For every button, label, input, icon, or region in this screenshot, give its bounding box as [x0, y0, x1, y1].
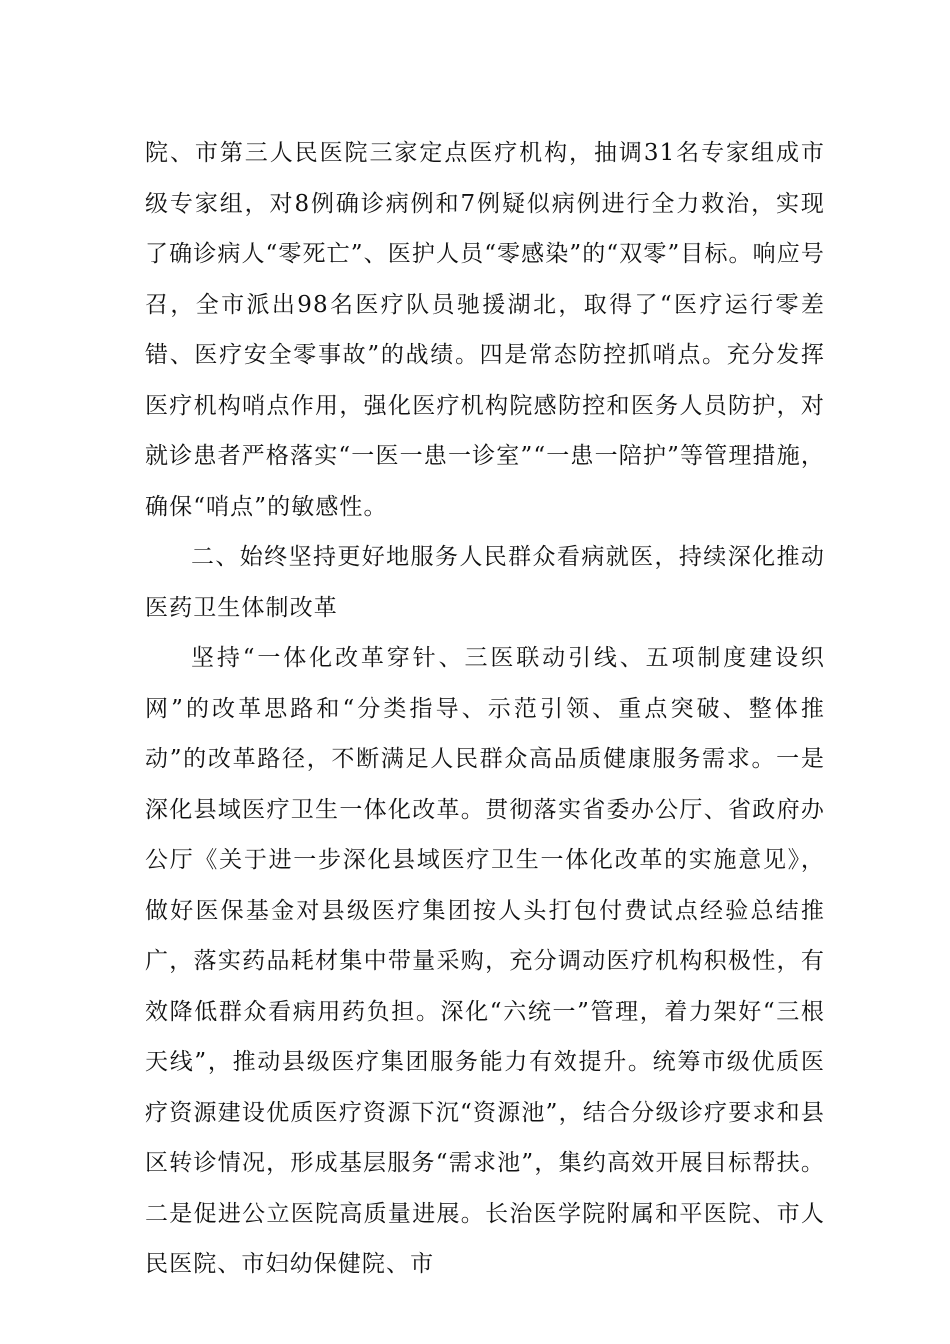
paragraph-reform-details: 坚持“一体化改革穿针、三医联动引线、五项制度建设织网”的改革思路和“分类指导、示范引领、重点突破、整体推动”的改革路径，不断满足人民群众高品质健康服务需求。一是深化县域医疗卫生一体化改革。贯彻落实省委办公厅、省政府办公厅《关于进一步深化县域医疗卫生一体化改革的实施意见》，做好医保基金对县级医疗集团按人头打包付费试点经验总结推广，落实药品耗材集中带量采购，充分调动医疗机构积极性，有效降低群众看病用药负担。深化“六统一”管理，着力架好“三根天线”，推动县级医疗集团服务能力有效提升。统筹市级优质医疗资源建设优质医疗资源下沉“资源池”，结合分级诊疗要求和县区转诊情况，形成基层服务“需求池”，集约高效开展目标帮扶。二是促进公立医院高质量进展。长治医学院附属和平医院、市人民医院、市妇幼保健院、市	[145, 645, 825, 1277]
paragraph-epidemic-response: 院、市第三人民医院三家定点医疗机构，抽调31名专家组成市级专家组，对8例确诊病例和7例疑似病例进行全力救治，实现了确诊病人“零死亡”、医护人员“零感染”的“双零”目标。响应号召，全市派出98名医疗队员驰援湖北，取得了“医疗运行零差错、医疗安全零事故”的战绩。四是常态防控抓哨点。充分发挥医疗机构哨点作用，强化医疗机构院感防控和医务人员防护，对就诊患者严格落实“一医一患一诊室”“一患一陪护”等管理措施，确保“哨点”的敏感性。	[145, 140, 825, 520]
document-body	[145, 128, 825, 1290]
section-heading-reform: 二、始终坚持更好地服务人民群众看病就医，持续深化推动医药卫生体制改革	[145, 544, 825, 621]
